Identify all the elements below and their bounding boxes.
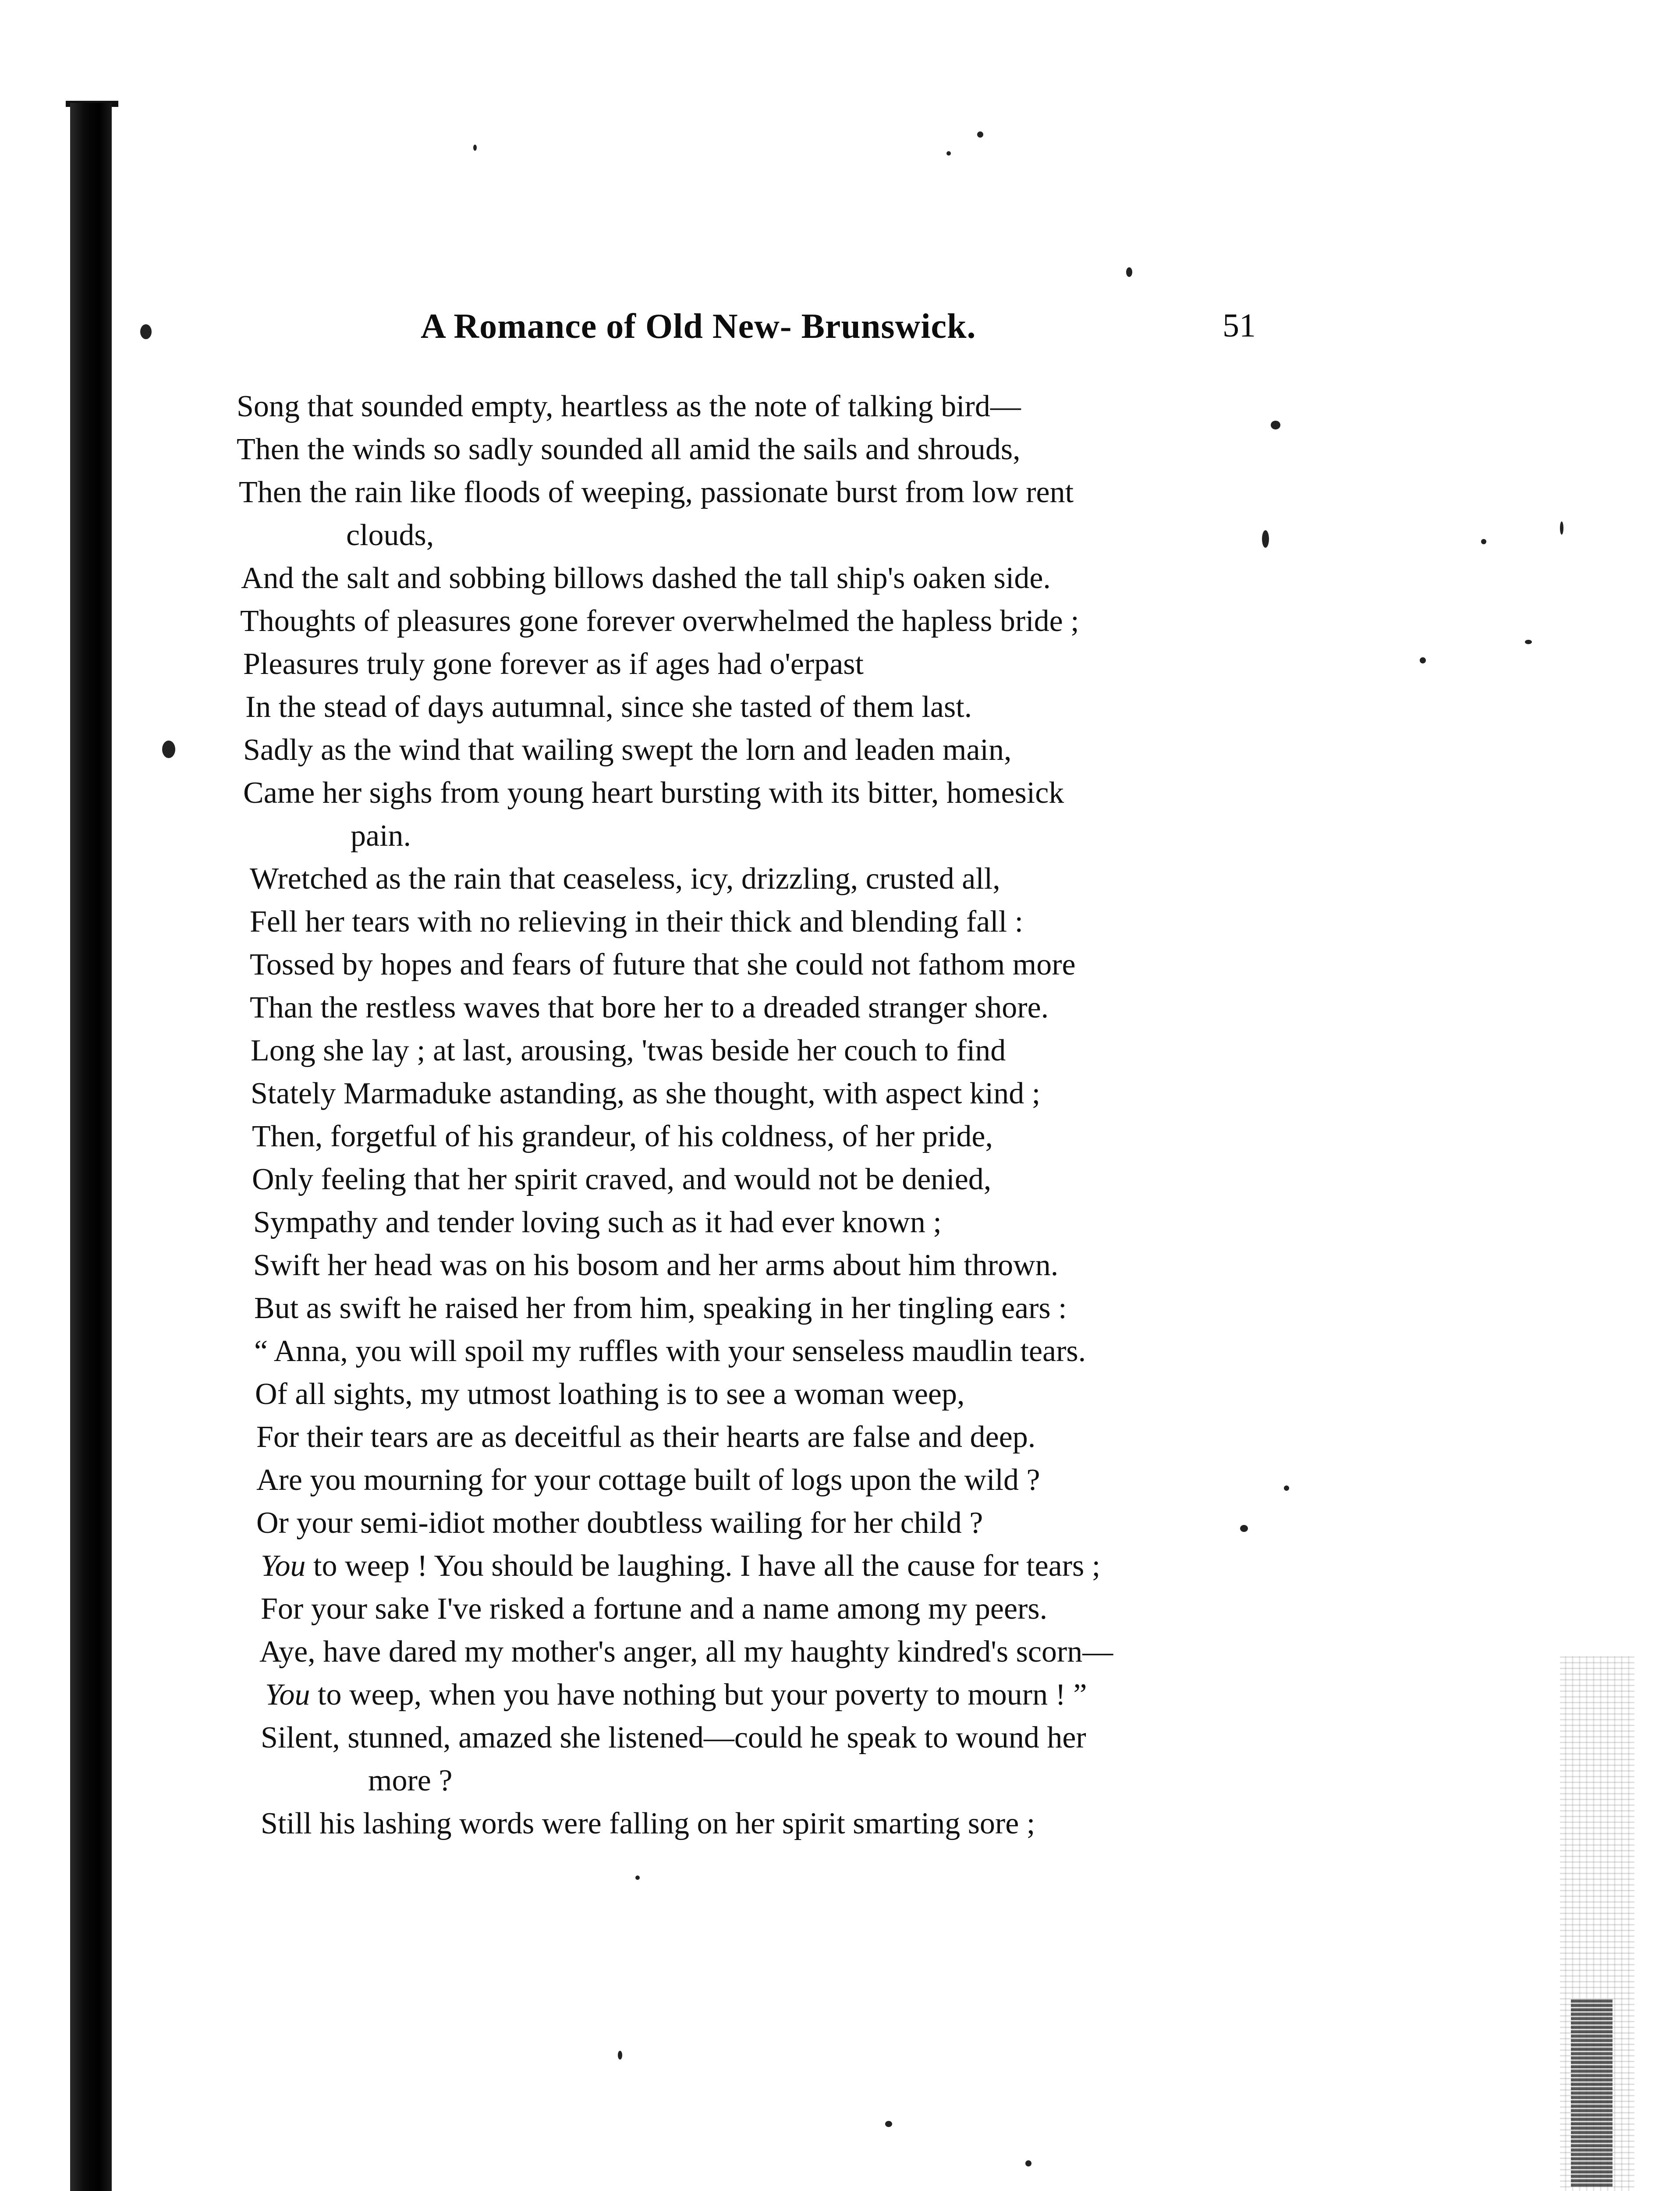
poem-line: Wretched as the rain that ceaseless, icy, drizzling, crusted all,	[250, 862, 1000, 896]
poem-line: Long she lay ; at last, arousing, 'twas beside her couch to find	[251, 1034, 1006, 1067]
scan-speck	[1262, 530, 1269, 548]
scan-speck	[635, 1875, 640, 1880]
poem-line: pain.	[351, 819, 411, 853]
poem-line: Thoughts of pleasures gone forever overwhelmed the hapless bride ;	[240, 604, 1079, 638]
running-header: A Romance of Old New- Brunswick.	[421, 307, 976, 346]
poem-line: Then, forgetful of his grandeur, of his coldness, of her pride,	[252, 1120, 993, 1153]
scan-speck	[1025, 2160, 1031, 2166]
scan-speck	[162, 741, 175, 758]
scan-speck	[618, 2051, 622, 2060]
poem-line: Sympathy and tender loving such as it had ever known ;	[253, 1205, 942, 1239]
poem-line: Of all sights, my utmost loathing is to see a woman weep,	[255, 1377, 965, 1411]
poem-line: Sadly as the wind that wailing swept the lorn and leaden main,	[243, 733, 1012, 767]
scan-speck	[1481, 539, 1486, 544]
page-edge-shadow	[1571, 1998, 1613, 2187]
poem-line: more ?	[368, 1764, 453, 1797]
poem-line: Swift her head was on his bosom and her arms about him thrown.	[253, 1248, 1059, 1282]
poem-line: Silent, stunned, amazed she listened—could he speak to wound her	[261, 1721, 1086, 1755]
scan-speck	[977, 131, 983, 138]
scan-speck	[473, 145, 477, 151]
scan-speck	[946, 151, 951, 156]
scan-speck	[885, 2121, 892, 2127]
scan-speck	[1560, 521, 1563, 535]
poem-line: But as swift he raised her from him, speaking in her tingling ears :	[254, 1291, 1067, 1325]
poem-line: Pleasures truly gone forever as if ages had o'erpast	[243, 647, 864, 681]
binding-edge	[70, 103, 112, 2191]
poem-line: Tossed by hopes and fears of future that she could not fathom more	[250, 948, 1076, 982]
poem-line: clouds,	[346, 518, 434, 552]
poem-line-text: to weep ! You should be laughing. I have all the cause for tears ;	[313, 1549, 1101, 1583]
poem-line: Fell her tears with no relieving in their thick and blending fall :	[250, 905, 1024, 939]
poem-line-text: to weep, when you have nothing but your poverty to mourn ! ”	[318, 1678, 1087, 1712]
scan-speck	[1525, 640, 1532, 644]
poem-line: Or your semi-idiot mother doubtless wailing for her child ?	[256, 1506, 983, 1540]
poem-line: In the stead of days autumnal, since she tasted of them last.	[245, 690, 972, 724]
poem-line: Came her sighs from young heart bursting with its bitter, homesick	[243, 776, 1064, 810]
poem-line: Still his lashing words were falling on her spirit smarting sore ;	[261, 1807, 1035, 1840]
scan-speck	[1420, 657, 1426, 663]
poem-line: Then the winds so sadly sounded all amid the sails and shrouds,	[237, 433, 1021, 466]
page-number: 51	[1223, 307, 1256, 344]
scan-speck	[140, 324, 152, 339]
scan-speck	[1271, 421, 1280, 429]
scan-speck	[1126, 267, 1132, 277]
poem-line: Are you mourning for your cottage built of logs upon the wild ?	[256, 1463, 1040, 1497]
poem-line: For their tears are as deceitful as their hearts are false and deep.	[256, 1420, 1036, 1454]
poem-line: “ Anna, you will spoil my ruffles with your senseless maudlin tears.	[254, 1334, 1086, 1368]
poem-line: Then the rain like floods of weeping, passionate burst from low rent	[239, 475, 1074, 509]
scan-speck	[1284, 1485, 1289, 1491]
poem-line: Stately Marmaduke astanding, as she thought, with aspect kind ;	[251, 1077, 1041, 1110]
poem-line-italic	[265, 1674, 1087, 1716]
poem-line: Song that sounded empty, heartless as the note of talking bird—	[237, 390, 1021, 423]
poem-line: For your sake I've risked a fortune and a name among my peers.	[261, 1592, 1048, 1626]
poem-line: Only feeling that her spirit craved, and would not be denied,	[252, 1163, 992, 1196]
italic-word: You	[261, 1549, 306, 1583]
poem-line: Aye, have dared my mother's anger, all my haughty kindred's scorn—	[259, 1635, 1113, 1669]
poem-line: And the salt and sobbing billows dashed the tall ship's oaken side.	[241, 561, 1051, 595]
italic-word: You	[265, 1678, 310, 1712]
poem-line: Than the restless waves that bore her to a dreaded stranger shore.	[250, 991, 1049, 1025]
scan-speck	[1240, 1525, 1248, 1532]
poem-line-italic	[261, 1545, 1100, 1587]
